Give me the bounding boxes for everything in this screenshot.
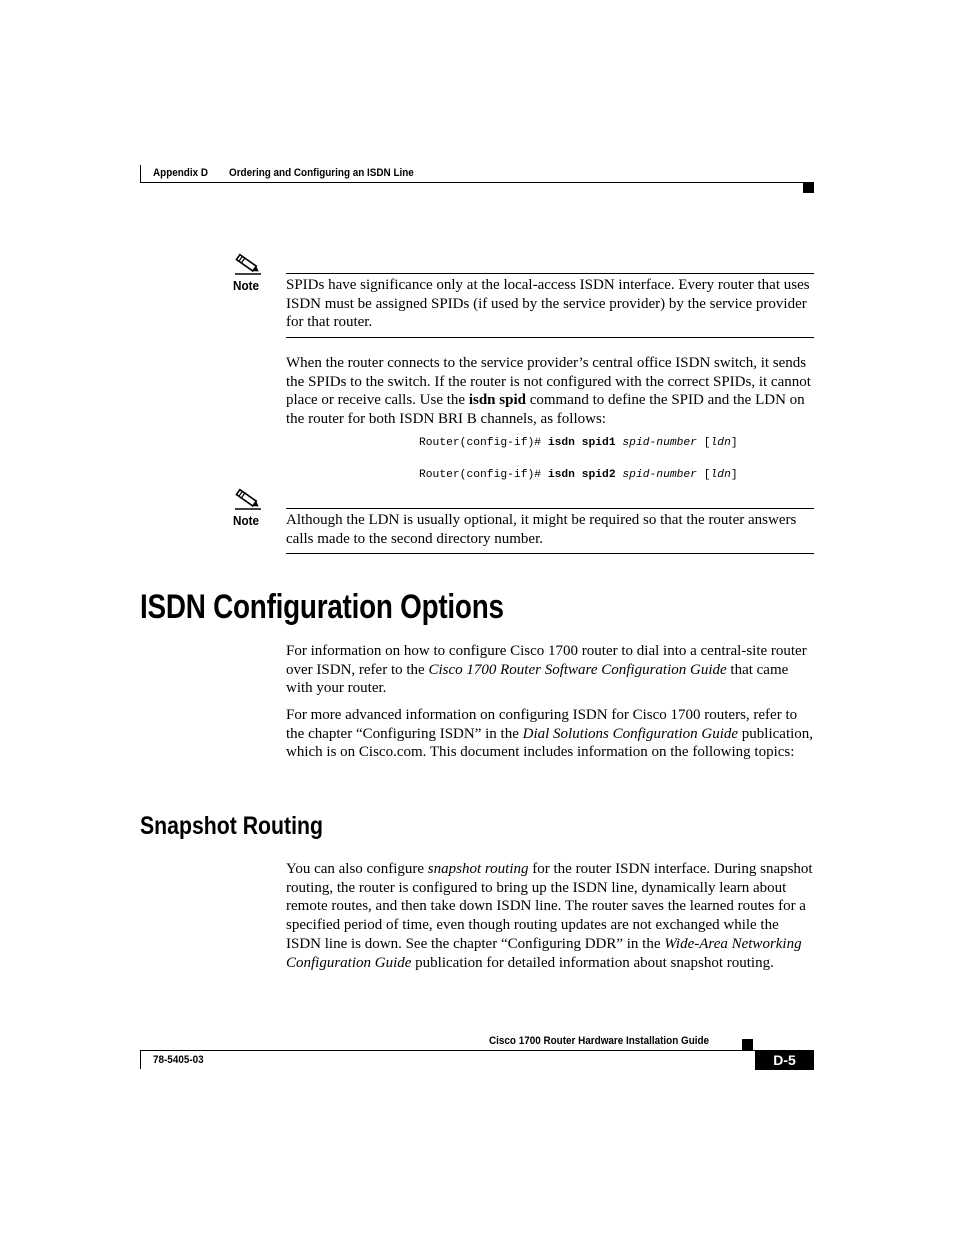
- code-line: Router(config-if)# isdn spid1 spid-number [ldn]: [419, 437, 738, 449]
- footer-left-tick: [140, 1050, 141, 1069]
- body-paragraph: When the router connects to the service provider’s central office ISDN switch, it sends the SPIDs to the switch. If the router is not configured with the correct SPIDs, it cannot place or receive calls. Use the isdn spid command to define the SPID and the LDN on the router for both ISDN BRI B channels, as follows:: [286, 355, 811, 428]
- note-label: Note: [233, 513, 260, 528]
- note-bottom-rule: [286, 553, 814, 554]
- command-name: isdn spid: [468, 392, 526, 409]
- section-heading: ISDN Configuration Options: [140, 588, 504, 626]
- header-left-tick: [140, 165, 141, 183]
- note-top-rule: [286, 508, 814, 509]
- body-paragraph: You can also configure snapshot routing for the router ISDN interface. During snapshot routing, the router is configured to bring up the ISDN line, dynamically learn about remote routes, and then take down ISDN line. The router saves the learned routes for a specified period of time, even though routing updates are not exchanged while the ISDN line is down. See the chapter “Configuring DDR” in the Wide-Area Networking Configuration Guide publication for detailed information about snapshot routing.: [286, 861, 813, 971]
- code-line: Router(config-if)# isdn spid2 spid-number [ldn]: [419, 469, 738, 481]
- footer-doc-number: 78-5405-03: [153, 1054, 204, 1066]
- footer-corner-block: [742, 1039, 753, 1050]
- book-title: Dial Solutions Configuration Guide: [522, 725, 739, 742]
- page-number: D-5: [755, 1050, 814, 1070]
- note-text: SPIDs have significance only at the local-access ISDN interface. Every router that uses ISDN must be assigned SPIDs (if used by the service provider) by the service provider for that router.: [286, 277, 810, 331]
- pencil-icon: [233, 252, 263, 276]
- note-label: Note: [233, 278, 260, 293]
- header-rule: [140, 182, 814, 183]
- book-title: Wide-Area Networking Configuration Guide: [286, 935, 802, 971]
- footer-guide-title: Cisco 1700 Router Hardware Installation Guide: [489, 1035, 710, 1047]
- header-chapter-title: Ordering and Configuring an ISDN Line: [229, 167, 414, 179]
- note-bottom-rule: [286, 337, 814, 338]
- book-title: Cisco 1700 Router Software Configuration Guide: [428, 661, 727, 678]
- body-paragraph: For more advanced information on configuring ISDN for Cisco 1700 routers, refer to the chapter “Configuring ISDN” in the Dial Solutions Configuration Guide publication, which is on Cisco.com. This document includes information on the following topics:: [286, 707, 814, 761]
- footer-rule: [140, 1050, 814, 1051]
- note-top-rule: [286, 273, 814, 274]
- note-text: Although the LDN is usually optional, it might be required so that the router answers calls made to the second directory number.: [286, 512, 797, 547]
- header-appendix: Appendix D: [153, 167, 209, 179]
- body-paragraph: For information on how to configure Cisco 1700 router to dial into a central-site router over ISDN, refer to the Cisco 1700 Router Software Configuration Guide that came with your router.: [286, 643, 807, 697]
- pencil-icon: [233, 487, 263, 511]
- header-corner-block: [803, 182, 814, 193]
- subsection-heading: Snapshot Routing: [140, 812, 323, 840]
